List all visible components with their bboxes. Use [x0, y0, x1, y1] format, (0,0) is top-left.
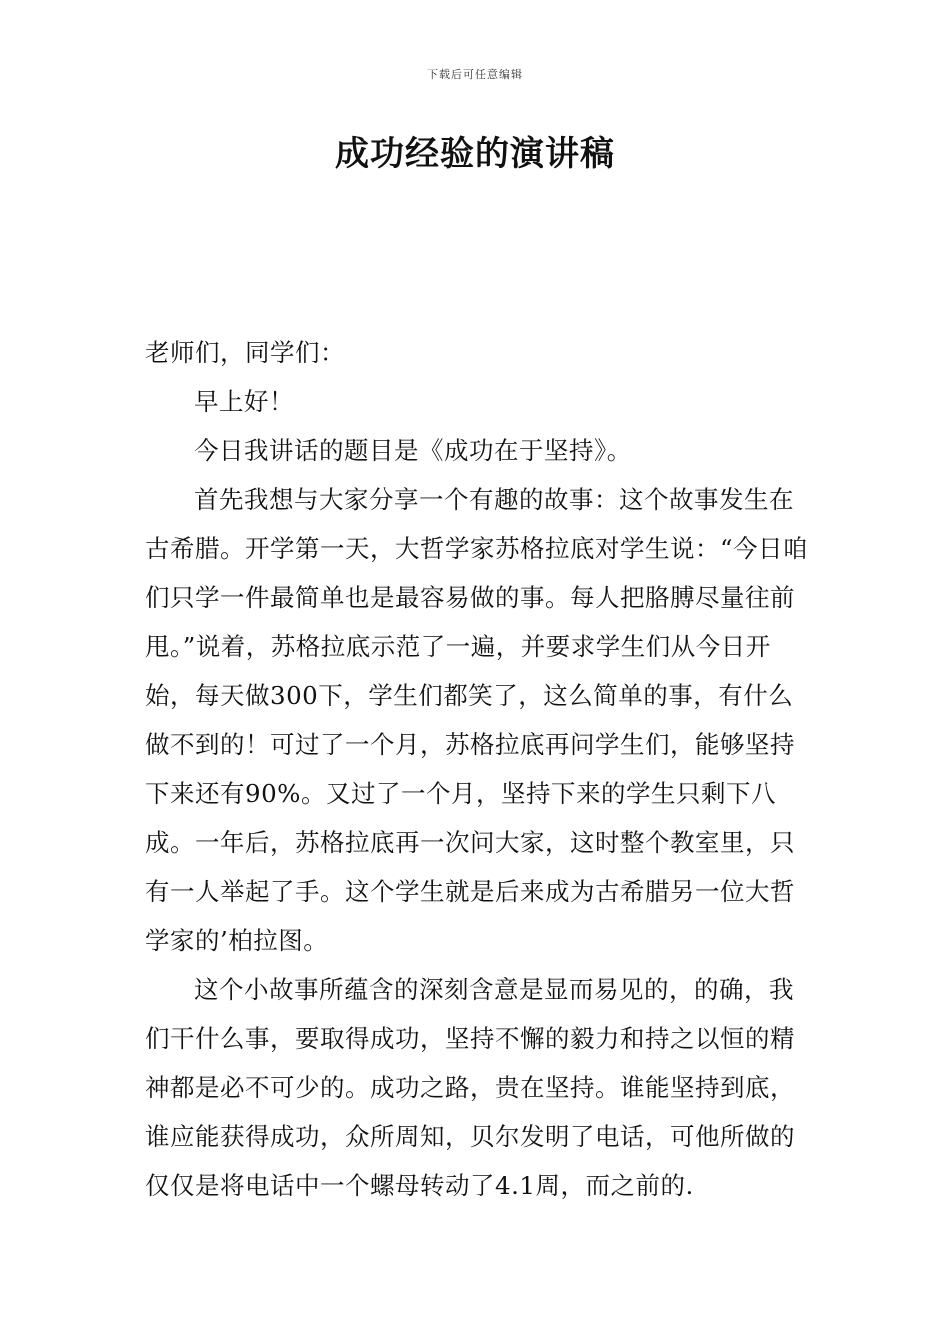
salutation: 老师们，同学们： [145, 338, 345, 367]
greeting: 早上好！ [194, 387, 294, 416]
document-title: 成功经验的演讲稿 [335, 134, 615, 174]
topic-paragraph: 今日我讲话的题目是《成功在于坚持》。 [194, 436, 632, 465]
story-paragraph: 首先我想与大家分享一个有趣的故事：这个故事发生在古希腊。开学第一天，大哲学家苏格拉底对学生说：“今日咱们只学一件最简单也是最容易做的事。每人把胳膊尽量往前甩。”说着，苏格拉底示范了一遍，并要求学生们从今日开始，每天做300下，学生们都笑了，这么简单的事，有什么做不到的！可过了一个月，苏格拉底再问学生们，能够坚持下来还有90%。又过了一个月，坚持下来的学生只剩下八成。一年后，苏格拉底再一次问大家，这时整个教室里，只有一人举起了手。这个学生就是后来成为古希腊另一位大哲学家的’柏拉图。 [145, 485, 809, 955]
document-body [145, 328, 815, 1210]
header-note: 下载后可任意编辑 [427, 68, 523, 81]
moral-paragraph: 这个小故事所蕴含的深刻含意是显而易见的，的确，我们干什么事，要取得成功，坚持不懈的毅力和持之以恒的精神都是必不可少的。成功之路，贵在坚持。谁能坚持到底，谁应能获得成功，众所周知，贝尔发明了电话，可他所做的仅仅是将电话中一个螺母转动了4.1周，而之前的. [145, 975, 795, 1200]
